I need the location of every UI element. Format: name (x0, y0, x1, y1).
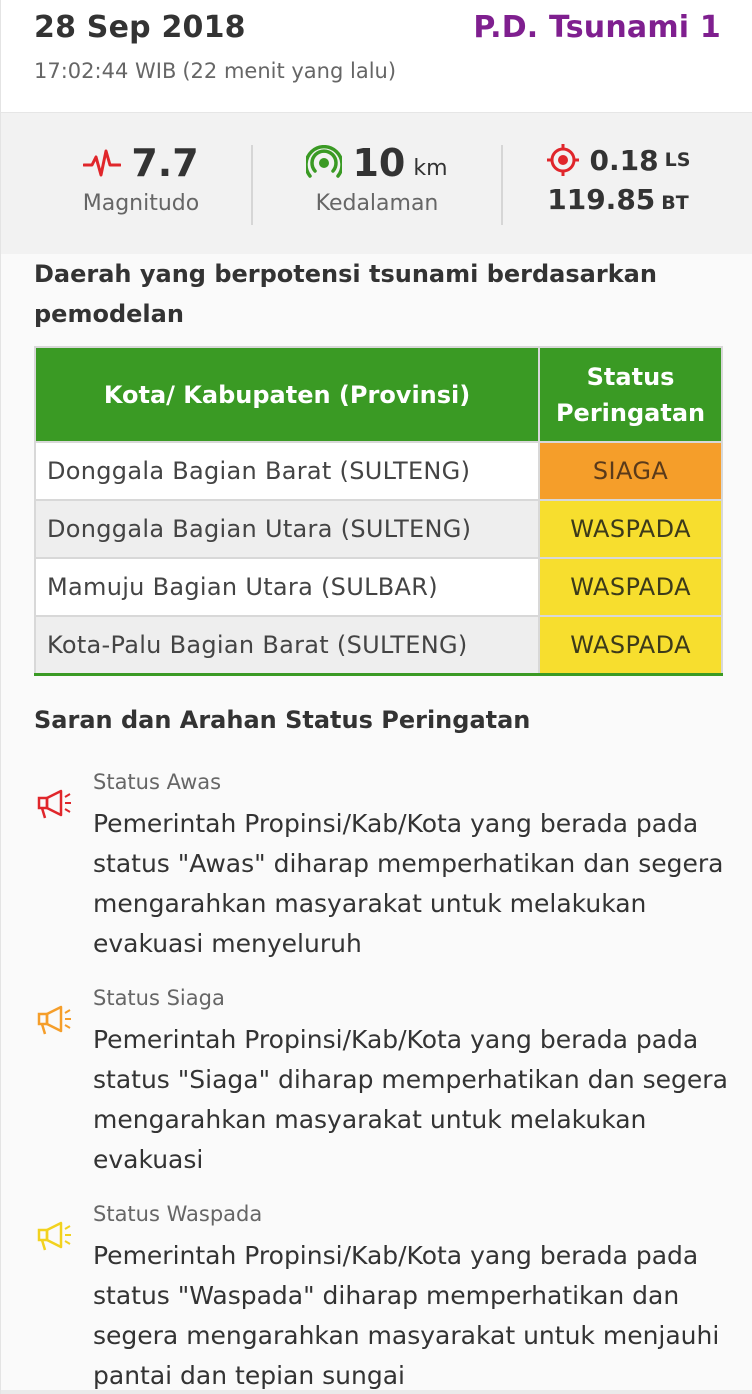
bottom-divider (1, 1390, 752, 1394)
depth-unit: km (413, 155, 448, 181)
latitude-unit: LS (664, 149, 691, 171)
quake-stats-bar (1, 112, 752, 254)
region-cell: Kota-Palu Bagian Barat (SULTENG) (35, 616, 539, 674)
target-icon (546, 143, 580, 177)
event-time (34, 59, 396, 83)
magnitude-label: Magnitudo (82, 191, 200, 216)
depth-rings-icon (306, 145, 342, 181)
longitude-value: 119.85 (547, 183, 656, 216)
advice-text: Pemerintah Propinsi/Kab/Kota yang berada pada status "Waspada" diharap memperhatikan dan segera mengarahkan masyarakat untuk menjauhi pantai dan tepian sungai (93, 1241, 720, 1390)
event-time-value: 17:02:44 WIB (34, 59, 177, 83)
magnitude-stat (31, 113, 251, 255)
advice-head: Status Waspada (93, 1202, 263, 1226)
megaphone-icon (37, 788, 73, 820)
megaphone-icon (37, 1220, 73, 1252)
advice-text: Pemerintah Propinsi/Kab/Kota yang berada pada status "Siaga" diharap memperhatikan dan segera mengarahkan masyarakat untuk melakukan evakuasi (93, 1025, 728, 1174)
megaphone-icon (37, 1004, 73, 1036)
depth-value: 10 (352, 141, 406, 185)
tsunami-area-table (34, 346, 723, 676)
table-row (35, 616, 722, 674)
column-header-status: Status Peringatan (539, 347, 722, 442)
event-header (1, 0, 752, 112)
advice-head: Status Awas (93, 770, 222, 794)
column-header-region: Kota/ Kabupaten (Provinsi) (35, 347, 539, 442)
event-date: 28 Sep 2018 (34, 10, 246, 45)
depth-stat (253, 113, 501, 255)
status-cell: WASPADA (539, 500, 722, 558)
heartbeat-icon (83, 147, 121, 179)
event-time-ago: (22 menit yang lalu) (182, 59, 397, 83)
table-row (35, 442, 722, 500)
depth-label: Kedalaman (315, 191, 439, 216)
location-stat (503, 113, 733, 255)
advice-text: Pemerintah Propinsi/Kab/Kota yang berada pada status "Awas" diharap memperhatikan dan segera mengarahkan masyarakat untuk melakukan evakuasi menyeluruh (93, 809, 724, 958)
table-header-row (35, 347, 722, 442)
magnitude-value: 7.7 (131, 141, 199, 185)
advice-head: Status Siaga (93, 986, 225, 1010)
tsunami-area-title: Daerah yang berpotensi tsunami berdasarkan pemodelan (34, 260, 657, 328)
region-cell: Donggala Bagian Utara (SULTENG) (35, 500, 539, 558)
table-row (35, 558, 722, 616)
table-row (35, 500, 722, 558)
status-cell: WASPADA (539, 616, 722, 674)
warning-badge: P.D. Tsunami 1 (473, 10, 721, 45)
region-cell: Mamuju Bagian Utara (SULBAR) (35, 558, 539, 616)
longitude-unit: BT (661, 192, 689, 214)
status-cell: SIAGA (539, 442, 722, 500)
status-cell: WASPADA (539, 558, 722, 616)
latitude-value: 0.18 (589, 143, 659, 177)
region-cell: Donggala Bagian Barat (SULTENG) (35, 442, 539, 500)
advice-title: Saran dan Arahan Status Peringatan (34, 706, 531, 734)
